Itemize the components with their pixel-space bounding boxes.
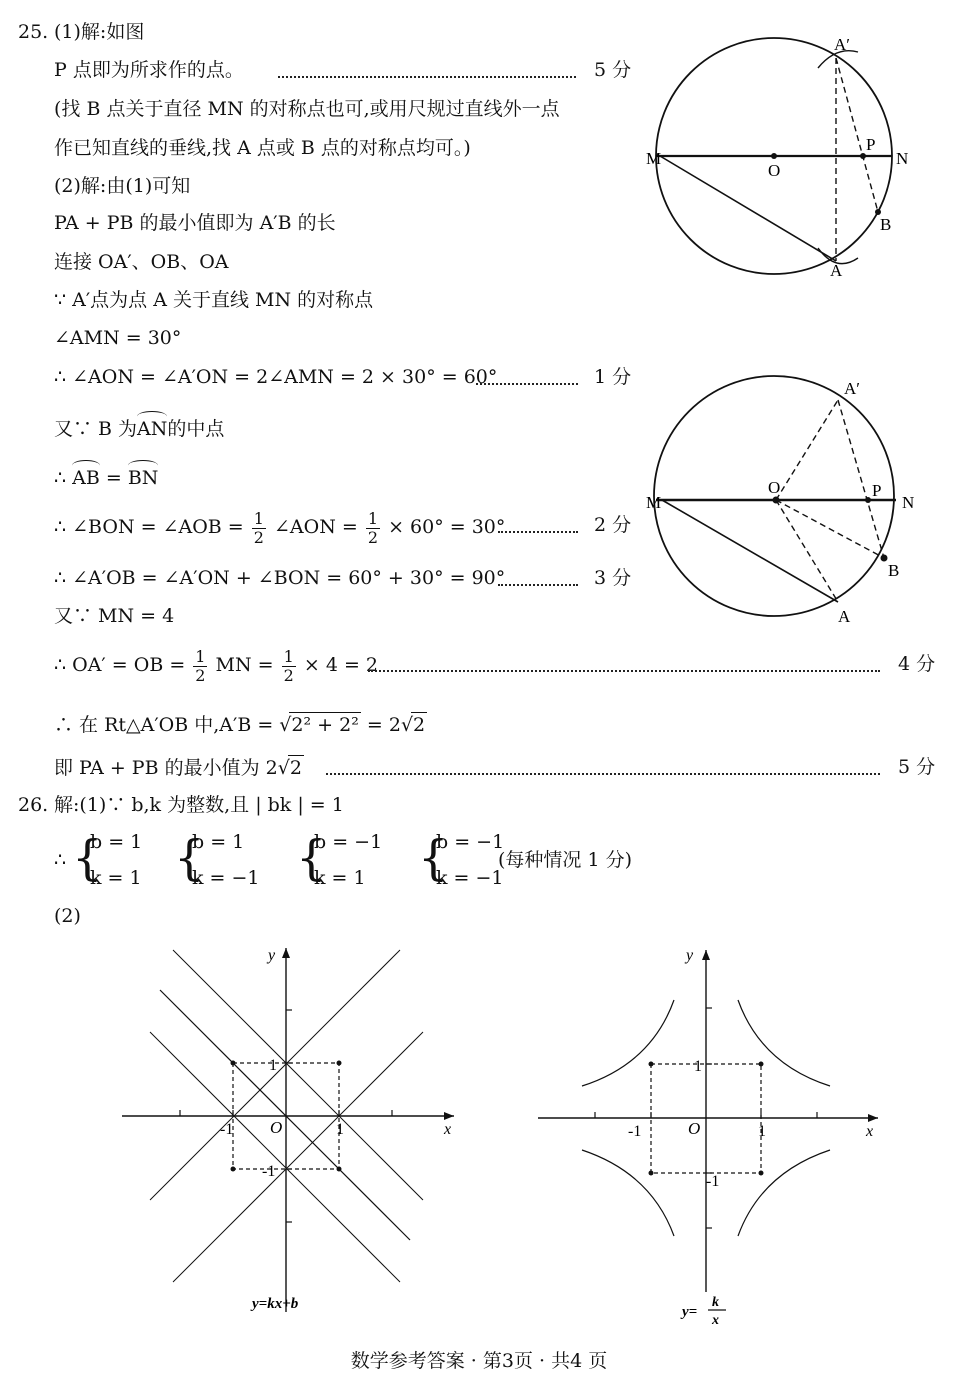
denominator: 2 bbox=[367, 527, 379, 547]
point-o bbox=[771, 153, 777, 159]
q25-note-1: (找 B 点关于直径 MN 的对称点也可,或用尺规过直线外一点 bbox=[54, 98, 560, 120]
score: 1 分 bbox=[594, 366, 632, 388]
caption-numerator: k bbox=[712, 1295, 719, 1310]
hyperbola-q4 bbox=[738, 1150, 830, 1236]
denominator: 2 bbox=[195, 665, 206, 685]
q25-aon-line: ∴ ∠AON = ∠A′ON = 2∠AMN = 2 × 30° = 60° bbox=[54, 366, 498, 388]
q25-sym-line: ∵ A′点为点 A 关于直线 MN 的对称点 bbox=[54, 289, 374, 311]
q25-aob-line: ∴ ∠A′OB = ∠A′ON + ∠BON = 60° + 30° = 90° bbox=[54, 567, 506, 589]
q26-part2: (2) bbox=[54, 905, 81, 927]
case-2-k: k = −1 bbox=[192, 867, 260, 889]
tick-label-neg-1: -1 bbox=[706, 1173, 720, 1190]
dotted-leader bbox=[278, 76, 576, 78]
dotted-leader bbox=[498, 584, 578, 586]
line-y-x-plus-1 bbox=[173, 950, 423, 1200]
case-brace: { bbox=[72, 830, 103, 886]
page-footer: 数学参考答案 · 第3页 · 共4 页 bbox=[350, 1350, 608, 1372]
dotted-leader bbox=[498, 531, 578, 533]
q25-line-p: P 点即为所求作的点。 bbox=[54, 59, 244, 81]
case-4-k: k = −1 bbox=[436, 867, 504, 889]
case-brace: { bbox=[174, 830, 205, 886]
fraction-half bbox=[366, 510, 380, 547]
hyperbola-q2 bbox=[582, 1000, 674, 1086]
denominator: 2 bbox=[283, 665, 294, 685]
point-b bbox=[881, 555, 888, 562]
q26-header: 解:(1)∵ b,k 为整数,且 | bk | = 1 bbox=[54, 794, 344, 816]
q25-min-line: PA + PB 的最小值即为 A′B 的长 bbox=[54, 212, 336, 234]
case-brace: { bbox=[418, 830, 449, 886]
text: ∠AON = bbox=[273, 516, 358, 538]
tick-label-1: 1 bbox=[758, 1123, 766, 1140]
x-label: x bbox=[866, 1123, 874, 1140]
score: 4 分 bbox=[898, 653, 936, 675]
case-brace: { bbox=[296, 830, 327, 886]
y-label: y bbox=[686, 947, 694, 964]
case-1-k: k = 1 bbox=[90, 867, 142, 889]
label-a-prime: A′ bbox=[834, 35, 850, 54]
case-3-k: k = 1 bbox=[314, 867, 366, 889]
hyperbola-q3 bbox=[582, 1150, 674, 1236]
dotted-leader bbox=[476, 383, 578, 385]
segment-ob bbox=[776, 500, 884, 558]
segment-oa1 bbox=[776, 400, 838, 500]
sqrt-radicand: 2² + 2² bbox=[291, 714, 359, 736]
case-4-b: b = −1 bbox=[436, 831, 505, 853]
label-a-prime: A′ bbox=[844, 379, 860, 398]
arc-bn: BN bbox=[128, 462, 159, 490]
y-label: y bbox=[268, 947, 276, 964]
origin-label: O bbox=[688, 1119, 701, 1138]
q26-note: (每种情况 1 分) bbox=[498, 849, 632, 871]
fraction-half bbox=[193, 648, 207, 685]
segment-oa bbox=[776, 500, 838, 602]
caption-denominator: x bbox=[712, 1313, 719, 1328]
numerator: 1 bbox=[283, 646, 294, 666]
x-arrow-icon bbox=[444, 1112, 454, 1120]
segment-a1b bbox=[838, 400, 884, 558]
numerator: 1 bbox=[253, 508, 264, 528]
y-arrow-icon bbox=[702, 950, 710, 960]
q26-number: 26. bbox=[18, 794, 49, 816]
graph-hyperbolas bbox=[530, 940, 890, 1330]
segment-ma bbox=[662, 500, 838, 602]
q26-therefore: ∴ bbox=[54, 849, 67, 871]
tick-label-neg-1: -1 bbox=[262, 1163, 276, 1180]
label-m: M bbox=[646, 493, 662, 512]
text: ∴ OA′ = OB = bbox=[54, 654, 186, 676]
label-o: O bbox=[768, 161, 781, 180]
text: ∴ bbox=[54, 467, 67, 489]
fraction-half bbox=[282, 648, 296, 685]
fraction-half bbox=[252, 510, 266, 547]
score: 5 分 bbox=[898, 756, 936, 778]
label-a: A bbox=[830, 261, 843, 280]
x-label: x bbox=[444, 1121, 452, 1138]
q25-part2-header: (2)解:由(1)可知 bbox=[54, 175, 191, 197]
label-n: N bbox=[896, 149, 909, 168]
label-m: M bbox=[646, 149, 662, 168]
label-p: P bbox=[872, 481, 882, 500]
label-p: P bbox=[866, 135, 876, 154]
graph-lines bbox=[110, 940, 460, 1320]
q25-arc-equal-line bbox=[54, 462, 158, 490]
q25-note-2: 作已知直线的垂线,找 A 点或 B 点的对称点均可。) bbox=[54, 137, 471, 159]
origin-label: O bbox=[270, 1118, 283, 1137]
q25-bon-line bbox=[54, 505, 505, 549]
x-arrow-icon bbox=[868, 1114, 878, 1122]
q25-part1-header: (1)解:如图 bbox=[54, 21, 145, 43]
text: MN = bbox=[215, 654, 274, 676]
line-y-neg-x-minus-1 bbox=[173, 1032, 423, 1282]
circle-figure-2 bbox=[640, 366, 920, 628]
q25-final-line: 即 PA + PB 的最小值为 2√2 bbox=[54, 757, 302, 779]
text: = 2 bbox=[366, 714, 401, 736]
tick-label-1: 1 bbox=[694, 1058, 702, 1075]
tick-label-neg-1: -1 bbox=[220, 1121, 234, 1138]
score: 5 分 bbox=[594, 59, 632, 81]
circle-figure-1 bbox=[640, 28, 920, 288]
sqrt-radicand: 2 bbox=[413, 714, 426, 736]
text: 的中点 bbox=[167, 418, 225, 440]
text: ∴ ∠BON = ∠AOB = bbox=[54, 516, 244, 538]
tick-label-1: 1 bbox=[269, 1057, 277, 1074]
case-1-b: b = 1 bbox=[90, 831, 143, 853]
label-b: B bbox=[888, 561, 900, 580]
arc-an: AN bbox=[137, 413, 167, 441]
q25-oa-line bbox=[54, 643, 378, 687]
label-b: B bbox=[880, 215, 892, 234]
denominator: 2 bbox=[253, 527, 264, 547]
text: × 4 = 2 bbox=[303, 654, 378, 676]
text: 又∵ B 为 bbox=[54, 418, 138, 440]
tick-label-1: 1 bbox=[336, 1121, 344, 1138]
point-o bbox=[773, 497, 780, 504]
case-3-b: b = −1 bbox=[314, 831, 383, 853]
dotted-leader bbox=[326, 773, 880, 775]
q25-amn-line: ∠AMN = 30° bbox=[54, 327, 182, 349]
graph-caption: y= bbox=[682, 1304, 698, 1320]
line-k1-b0 bbox=[160, 990, 410, 1240]
text: ∴ 在 Rt△A′OB 中,A′B = bbox=[54, 714, 274, 736]
case-2-b: b = 1 bbox=[192, 831, 245, 853]
segment-ma bbox=[660, 156, 836, 261]
text: × 60° = 30° bbox=[388, 516, 506, 538]
label-o: O bbox=[768, 478, 781, 497]
y-arrow-icon bbox=[282, 948, 290, 958]
text: 即 PA + PB 的最小值为 2 bbox=[54, 757, 278, 779]
sqrt-radicand: 2 bbox=[289, 757, 302, 779]
q25-number: 25. bbox=[18, 21, 49, 43]
q25-mn-line: 又∵ MN = 4 bbox=[54, 605, 175, 627]
hyperbola-q1 bbox=[738, 1000, 830, 1086]
dotted-leader bbox=[368, 670, 880, 672]
arc-ab: AB bbox=[72, 462, 100, 490]
label-n: N bbox=[902, 493, 915, 512]
score: 2 分 bbox=[594, 514, 632, 536]
numerator: 1 bbox=[367, 508, 379, 528]
numerator: 1 bbox=[195, 646, 206, 666]
point-p bbox=[865, 497, 871, 503]
q25-connect-line: 连接 OA′、OB、OA bbox=[54, 251, 229, 273]
graph-caption: y=kx+b bbox=[252, 1296, 299, 1312]
q25-rt-line: ∴ 在 Rt△A′OB 中,A′B = √2² + 2² = 2√2 bbox=[54, 714, 426, 736]
label-a: A bbox=[838, 607, 851, 626]
tick-label-neg-1: -1 bbox=[628, 1123, 642, 1140]
q25-midpoint-line bbox=[54, 413, 224, 441]
text: = bbox=[99, 467, 128, 489]
score: 3 分 bbox=[594, 567, 632, 589]
